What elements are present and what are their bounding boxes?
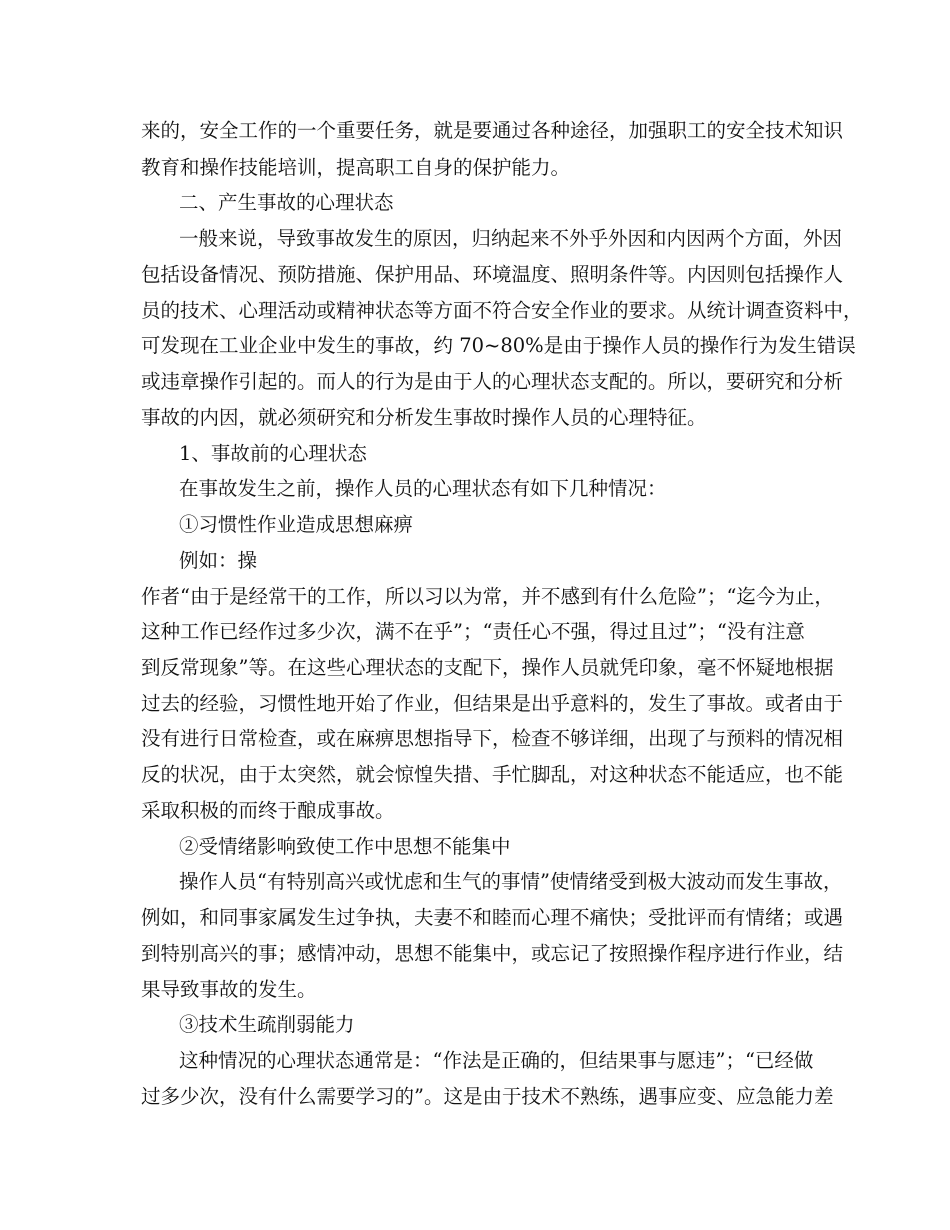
paragraph-start: 操作人员“有特别高兴或忧虑和生气的事情”使情绪受到极大波动而发生事故， <box>179 870 843 893</box>
list-item-heading: ③技术生疏削弱能力 <box>179 1013 355 1036</box>
text-line: 采取积极的而终于酿成事故。 <box>141 799 395 822</box>
text-line: 来的，安全工作的一个重要任务，就是要通过各种途径，加强职工的安全技术知识 <box>141 119 844 142</box>
text-line: 或违章操作引起的。而人的行为是由于人的心理状态支配的。所以，要研究和分析 <box>141 370 844 393</box>
subsection-heading: 1、事故前的心理状态 <box>179 442 367 465</box>
text-line: 到反常现象”等。在这些心理状态的支配下，操作人员就凭印象，毫不怀疑地根据 <box>141 656 834 679</box>
paragraph-start: 例如：操 <box>179 549 258 572</box>
text-line: 例如，和同事家属发生过争执，夫妻不和睦而心理不痛快；受批评而有情绪；或遇 <box>141 906 844 929</box>
text-line: 没有进行日常检查，或在麻痹思想指导下，检查不够详细，出现了与预料的情况相 <box>141 727 844 750</box>
text-line: 果导致事故的发生。 <box>141 978 317 1001</box>
text-line: 可发现在工业企业中发生的事故，约 70~80%是由于操作人员的操作行为发生错误 <box>141 334 856 357</box>
paragraph-start: 一般来说，导致事故发生的原因，归纳起来不外乎外因和内因两个方面，外因 <box>179 227 843 250</box>
paragraph-start: 这种情况的心理状态通常是：“作法是正确的，但结果事与愿违”；“已经做 <box>179 1049 814 1072</box>
text-line: 包括设备情况、预防措施、保护用品、环境温度、照明条件等。内因则包括操作人 <box>141 263 844 286</box>
text-line: 事故的内因，就必须研究和分析发生事故时操作人员的心理特征。 <box>141 406 707 429</box>
text-line: 过多少次，没有什么需要学习的”。这是由于技术不熟练，遇事应变、应急能力差 <box>141 1085 834 1108</box>
text-line: 教育和操作技能培训，提高职工自身的保护能力。 <box>141 156 571 179</box>
text-line: 这种工作已经作过多少次，满不在乎”；“责任心不强，得过且过”；“没有注意 <box>141 620 805 643</box>
paragraph-start: 在事故发生之前，操作人员的心理状态有如下几种情况： <box>179 477 667 500</box>
list-item-heading: ②受情绪影响致使工作中思想不能集中 <box>179 835 511 858</box>
text-line: 到特别高兴的事；感情冲动，思想不能集中，或忘记了按照操作程序进行作业，结 <box>141 942 844 965</box>
text-line: 反的状况，由于太突然，就会惊惶失措、手忙脚乱，对这种状态不能适应，也不能 <box>141 763 844 786</box>
text-line: 作者“由于是经常干的工作，所以习以为常，并不感到有什么危险”；“迄今为止， <box>141 585 834 608</box>
list-item-heading: ①习惯性作业造成思想麻痹 <box>179 513 414 536</box>
text-line: 过去的经验，习惯性地开始了作业，但结果是出乎意料的，发生了事故。或者由于 <box>141 692 844 715</box>
text-line: 员的技术、心理活动或精神状态等方面不符合安全作业的要求。从统计调查资料中， <box>141 299 863 322</box>
section-heading: 二、产生事故的心理状态 <box>179 191 394 214</box>
